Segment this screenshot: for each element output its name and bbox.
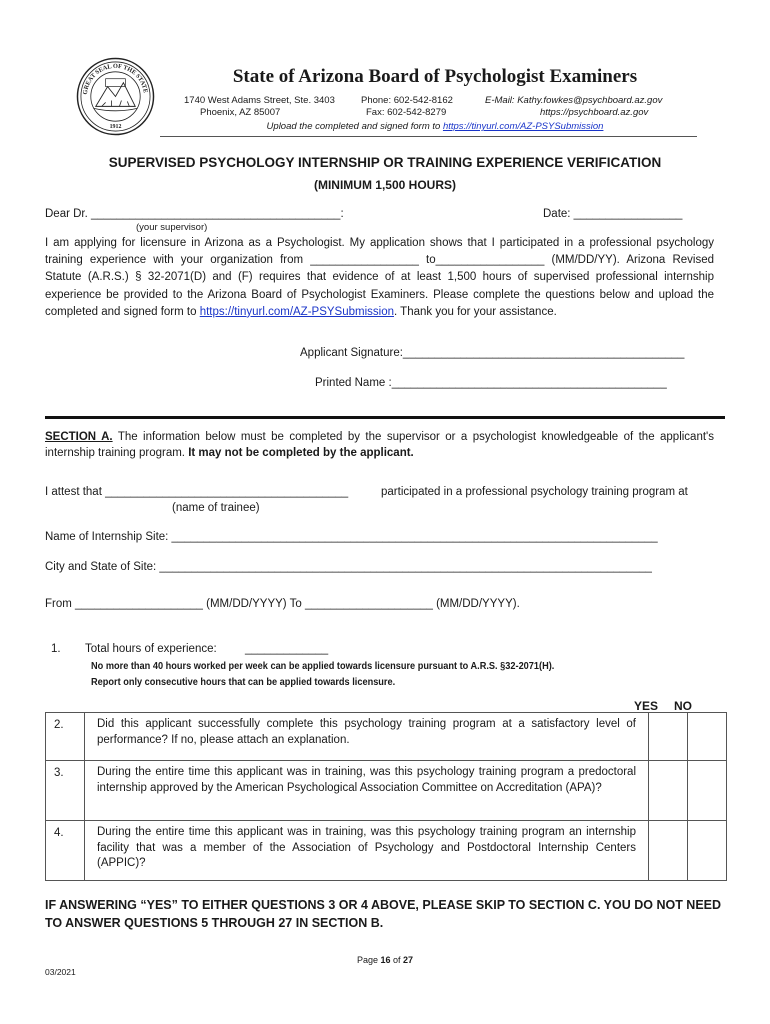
city-state-field[interactable]: City and State of Site: _____________________________________________________________________________ — [45, 561, 652, 573]
no-checkbox[interactable] — [688, 761, 727, 821]
intro-end: . Thank you for your assistance. — [394, 305, 557, 318]
page-number — [0, 955, 770, 965]
upload-instruction — [160, 121, 710, 132]
intro-paragraph — [45, 235, 714, 321]
seal-text: GREAT SEAL OF THE STATE — [81, 62, 149, 96]
question-number: 2. — [46, 713, 85, 761]
form-subtitle: (MINIMUM 1,500 HOURS) — [313, 178, 456, 192]
section-a-intro — [45, 429, 714, 461]
section-divider — [45, 416, 725, 419]
email-address: E-Mail: Kathy.fowkes@psychboard.az.gov — [485, 95, 663, 106]
section-a-label: SECTION A. — [45, 431, 113, 443]
question-text: During the entire time this applicant was in training, was this psychology training program a predoctoral internship approved by the American Psychological Association Committee on Accreditation (APA)? — [85, 761, 649, 821]
question-text: Did this applicant successfully complete this psychology training program at a satisfactory level of performance? If no, please attach an explanation. — [85, 713, 649, 761]
revision-date: 03/2021 — [45, 967, 76, 977]
svg-text:GREAT SEAL OF THE STATE OF ARI — [76, 57, 149, 95]
date-range-field[interactable]: From ____________________ (MM/DD/YYYY) To ____________________ (MM/DD/YYYY). — [45, 598, 520, 610]
intro-text: I am applying for licensure in Arizona as a Psychologist. My application shows that I participated in a professional psychology training experience with your organization from _________________ to_________________ (MM/DD/YY). Arizona Revised Statute (A.R.S.) § 32-2071(D) and (F) requires that evidence of at least 1,500 hours of supervised professional internship experience be provided to the Arizona Board of Psychologist Examiners. Please complete the questions below and upload the completed and signed form to — [45, 237, 714, 318]
yes-checkbox[interactable] — [649, 713, 688, 761]
page-current: 16 — [380, 955, 391, 965]
question-row — [46, 821, 727, 881]
org-title: State of Arizona Board of Psychologist Examiners — [232, 66, 638, 87]
section-a-warning: It may not be completed by the applicant. — [188, 447, 414, 459]
dear-line[interactable]: Dear Dr. _______________________________________: — [45, 208, 344, 220]
consecutive-note: Report only consecutive hours that can be applied towards licensure. — [91, 677, 396, 688]
phone-number: Phone: 602-542-8162 — [361, 95, 453, 106]
attest-field[interactable]: I attest that ______________________________________ — [45, 486, 349, 498]
your-supervisor-label: (your supervisor) — [136, 222, 208, 233]
yes-checkbox[interactable] — [649, 821, 688, 881]
hours-note: No more than 40 hours worked per week can be applied towards licensure pursuant to A.R.S. §32-2071(H). — [91, 661, 555, 672]
header-divider — [160, 136, 697, 137]
intro-link[interactable]: https://tinyurl.com/AZ-PSYSubmission — [199, 305, 394, 318]
upload-text: Upload the completed and signed form to — [266, 121, 443, 132]
q1-text: Total hours of experience: — [85, 643, 217, 655]
attest-continuation: participated in a professional psychology training program at — [381, 486, 688, 498]
name-of-trainee-label: (name of trainee) — [172, 502, 260, 514]
question-number: 4. — [46, 821, 85, 881]
question-row — [46, 761, 727, 821]
website-url: https://psychboard.az.gov — [540, 107, 649, 118]
address-line1: 1740 West Adams Street, Ste. 3403 — [184, 95, 335, 106]
question-row — [46, 713, 727, 761]
page-of: of — [390, 955, 404, 965]
upload-link[interactable]: https://tinyurl.com/AZ-PSYSubmission — [442, 121, 604, 132]
printed-name-field[interactable]: Printed Name :___________________________________________ — [315, 377, 667, 389]
internship-site-field[interactable]: Name of Internship Site: ____________________________________________________________________________ — [45, 531, 658, 543]
page-prefix: Page — [356, 955, 381, 965]
question-number: 3. — [46, 761, 85, 821]
yes-checkbox[interactable] — [649, 761, 688, 821]
date-line[interactable]: Date: _________________ — [543, 208, 683, 220]
total-hours-field[interactable]: _____________ — [245, 643, 329, 655]
no-checkbox[interactable] — [688, 713, 727, 761]
form-title: SUPERVISED PSYCHOLOGY INTERNSHIP OR TRAINING EXPERIENCE VERIFICATION — [108, 155, 662, 170]
fax-number: Fax: 602-542-8279 — [366, 107, 447, 118]
section-a-text: The information below must be completed by the supervisor or a psychologist knowledgeable of the applicant's internship training program. — [45, 431, 714, 459]
applicant-signature-field[interactable]: Applicant Signature:____________________________________________ — [300, 347, 685, 359]
questions-table — [45, 712, 727, 881]
seal-year: 1912 — [109, 124, 122, 131]
skip-instruction: IF ANSWERING “YES” TO EITHER QUESTIONS 3 OR 4 ABOVE, PLEASE SKIP TO SECTION C. YOU DO NOT NEED TO ANSWER QUESTIONS 5 THROUGH 27 IN SECTION B. — [45, 898, 722, 930]
page-total: 27 — [403, 955, 414, 965]
yes-header: YES — [634, 699, 659, 713]
address-line2: Phoenix, AZ 85007 — [200, 107, 281, 118]
q1-number: 1. — [51, 643, 61, 655]
no-header: NO — [674, 699, 692, 713]
question-text: During the entire time this applicant was in training, was this psychology training program an internship facility that was a member of the Association of Psychology and Postdoctoral Internship Centers (APPIC)? — [85, 821, 649, 881]
no-checkbox[interactable] — [688, 821, 727, 881]
arizona-seal-icon — [76, 57, 155, 136]
